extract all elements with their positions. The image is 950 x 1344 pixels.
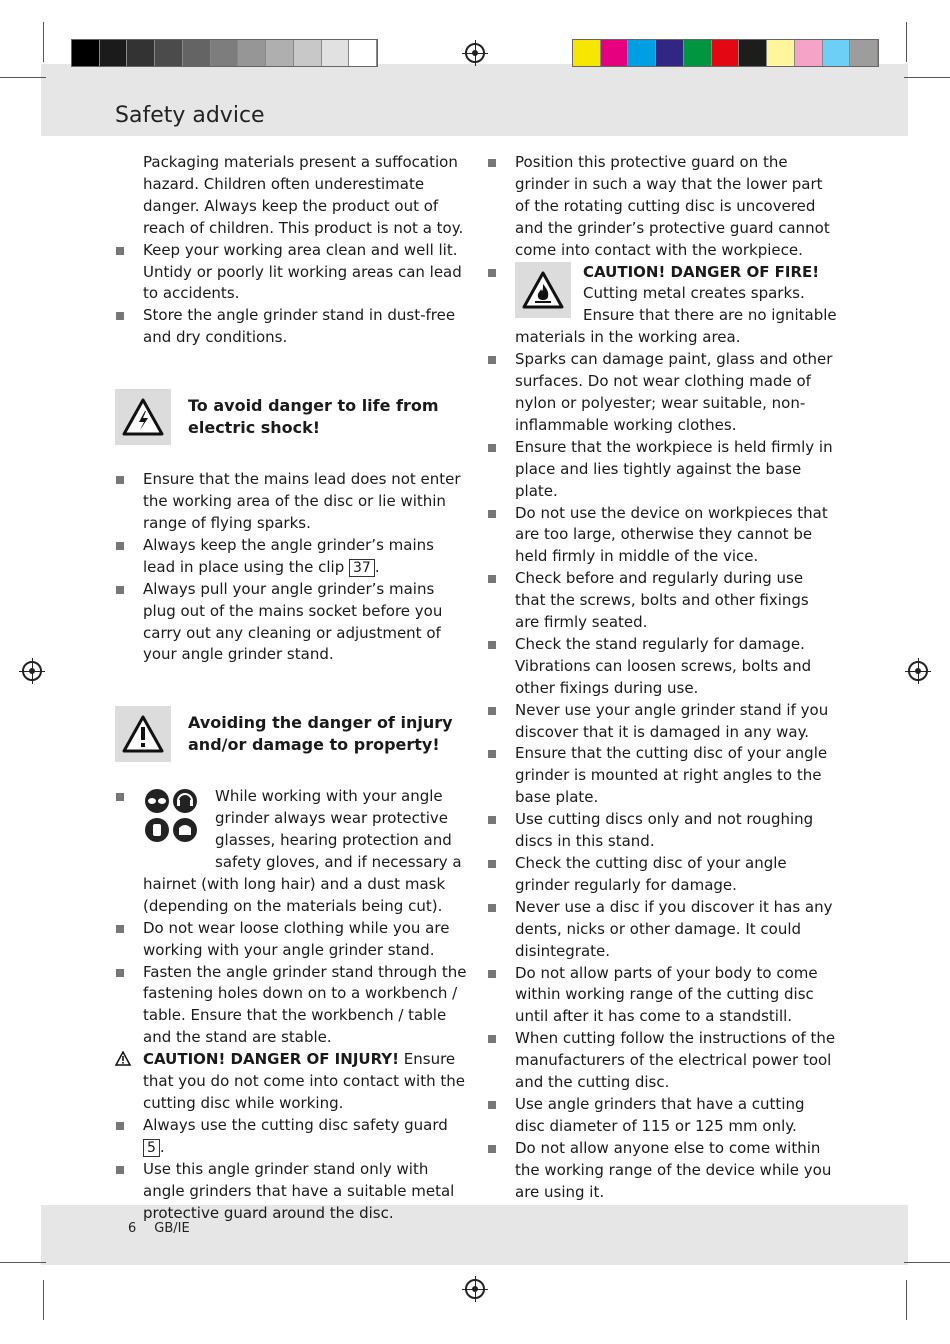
color-swatch: [795, 40, 823, 66]
bullet-icon: [488, 707, 496, 715]
ppe-text: While working with your angle grinder always wear protective glasses, hearing protection and safety gloves, and if necessary a hairnet (with long hair) and a dust mask (depending on the materials being cut).: [143, 787, 462, 915]
color-swatch: [850, 40, 878, 66]
bullet-icon: [488, 269, 496, 277]
protective-equipment-icon: [143, 788, 203, 851]
crop-mark: [43, 1280, 44, 1320]
injury-warning-box: [115, 706, 467, 762]
bullet-icon: [488, 575, 496, 583]
list-item: Do not allow parts of your body to come within working range of the cutting disc until after it has come to a standstill.: [487, 963, 837, 1029]
bullet-icon: [488, 510, 496, 518]
bullet-icon: [116, 1122, 124, 1130]
color-swatch: [349, 40, 377, 66]
color-swatch: [656, 40, 684, 66]
color-swatch: [767, 40, 795, 66]
list-item: Use this angle grinder stand only with angle grinders that have a suitable metal protective guard around the disc.: [115, 1159, 467, 1225]
injury-heading: Avoiding the danger of injury and/or damage to property!: [188, 713, 453, 755]
list-item: Always use the cutting disc safety guard 5 .: [115, 1115, 467, 1159]
crop-mark: [904, 77, 950, 78]
bullet-icon: [488, 1101, 496, 1109]
caution-injury-item: CAUTION! DANGER OF INJURY! Ensure that you do not come into contact with the cutting disc while working.: [115, 1049, 467, 1115]
color-swatch: [238, 40, 266, 66]
list-item: Use cutting discs only and not roughing discs in this stand.: [487, 809, 837, 853]
list-item: Always keep the angle grinder’s mains lead in place using the clip 37 .: [115, 535, 467, 579]
registration-mark-bottom: [465, 1279, 485, 1299]
list-item: Ensure that the cutting disc of your angle grinder is mounted at right angles to the base plate.: [487, 743, 837, 809]
color-swatch: [294, 40, 322, 66]
color-swatch: [72, 40, 100, 66]
crop-mark: [904, 1262, 950, 1263]
list-item: Check before and regularly during use that the screws, bolts and other fixings are firmly seated.: [487, 568, 837, 634]
color-swatch: [100, 40, 128, 66]
color-swatch: [601, 40, 629, 66]
bullet-icon: [488, 1145, 496, 1153]
bullet-icon: [488, 860, 496, 868]
list-item: Ensure that the mains lead does not enter the working area of the disc or lie within range of flying sparks.: [115, 469, 467, 535]
registration-mark-left: [22, 661, 42, 681]
list-item: [115, 786, 467, 917]
right-column: [487, 152, 837, 1204]
list-item: Check the stand regularly for damage. Vibrations can loosen screws, bolts and other fixings during use.: [487, 634, 837, 700]
list-item: Use angle grinders that have a cutting disc diameter of 115 or 125 mm only.: [487, 1094, 837, 1138]
page-title: Safety advice: [115, 103, 265, 128]
bullet-icon: [116, 969, 124, 977]
color-swatch: [211, 40, 239, 66]
crop-mark: [0, 77, 46, 78]
bullet-icon: [488, 159, 496, 167]
list-item: Never use a disc if you discover it has any dents, nicks or other damage. It could disintegrate.: [487, 897, 837, 963]
bullet-icon: [488, 444, 496, 452]
list-item: Do not allow anyone else to come within the working range of the device while you are using it.: [487, 1138, 837, 1204]
color-swatch: [127, 40, 155, 66]
locale-label: GB/IE: [154, 1221, 190, 1236]
bullet-icon: [488, 356, 496, 364]
bullet-icon: [488, 1035, 496, 1043]
list-item: Check the cutting disc of your angle grinder regularly for damage.: [487, 853, 837, 897]
bullet-icon: [488, 970, 496, 978]
list-item: Store the angle grinder stand in dust-free and dry conditions.: [115, 305, 467, 349]
color-swatch: [183, 40, 211, 66]
crop-mark: [43, 22, 44, 62]
crop-mark: [906, 22, 907, 62]
shock-warning-box: [115, 389, 467, 445]
crop-mark: [0, 1262, 46, 1263]
process-color-bar: [572, 39, 879, 67]
shock-heading: To avoid danger to life from electric shock!: [188, 396, 439, 438]
crop-mark: [906, 1280, 907, 1320]
registration-mark-top: [465, 43, 485, 63]
list-item: Do not use the device on workpieces that are too large, otherwise they cannot be held firmly in middle of the vice.: [487, 503, 837, 569]
grayscale-color-bar: [71, 39, 378, 67]
bullet-icon: [116, 247, 124, 255]
color-swatch: [628, 40, 656, 66]
list-item: Do not wear loose clothing while you are working with your angle grinder stand.: [115, 918, 467, 962]
part-reference: 37: [349, 559, 375, 577]
bullet-icon: [488, 750, 496, 758]
list-item: Sparks can damage paint, glass and other surfaces. Do not wear clothing made of nylon or polyester; wear suitable, non-inflammable working clothes.: [487, 349, 837, 437]
list-item: Ensure that the workpiece is held firmly in place and lies tightly against the base plate.: [487, 437, 837, 503]
list-item: Always pull your angle grinder’s mains plug out of the mains socket before you carry out any cleaning or adjustment of your angle grinder stand.: [115, 579, 467, 667]
color-swatch: [322, 40, 350, 66]
color-swatch: [155, 40, 183, 66]
list-item: Keep your working area clean and well lit. Untidy or poorly lit working areas can lead to accidents.: [115, 240, 467, 306]
intro-paragraph: Packaging materials present a suffocation hazard. Children often underestimate danger. Always keep the product out of reach of children. This product is not a toy.: [143, 153, 464, 237]
bullet-icon: [116, 542, 124, 550]
bullet-icon: [116, 1166, 124, 1174]
small-warning-icon: [115, 1051, 131, 1073]
page-footer: [128, 1221, 208, 1236]
color-swatch: [712, 40, 740, 66]
fire-warning-icon: [515, 262, 571, 318]
bullet-icon: [116, 925, 124, 933]
bullet-icon: [116, 312, 124, 320]
fire-caution-item: CAUTION! DANGER OF FIRE! Cutting metal creates sparks. Ensure that there are no ignitable materials in the working area.: [487, 262, 837, 350]
electric-shock-warning-icon: [115, 389, 171, 445]
part-reference: 5: [143, 1139, 160, 1157]
general-warning-icon: [115, 706, 171, 762]
bullet-icon: [488, 641, 496, 649]
bullet-icon: [488, 816, 496, 824]
color-swatch: [266, 40, 294, 66]
list-item: Fasten the angle grinder stand through the fastening holes down on to a workbench / table. Ensure that the workbench / table and the stand are stable.: [115, 962, 467, 1050]
registration-mark-right: [908, 661, 928, 681]
left-column: [115, 152, 467, 1224]
color-swatch: [573, 40, 601, 66]
list-item: Position this protective guard on the grinder in such a way that the lower part of the rotating cutting disc is uncovered and the grinder’s protective guard cannot come into contact with the workpiece.: [487, 152, 837, 262]
bullet-icon: [116, 793, 124, 801]
page-number: 6: [128, 1221, 137, 1236]
color-swatch: [684, 40, 712, 66]
list-item: Never use your angle grinder stand if you discover that it is damaged in any way.: [487, 700, 837, 744]
bullet-icon: [116, 586, 124, 594]
list-item: When cutting follow the instructions of the manufacturers of the electrical power tool and the cutting disc.: [487, 1028, 837, 1094]
bullet-icon: [488, 904, 496, 912]
color-swatch: [739, 40, 767, 66]
color-swatch: [823, 40, 851, 66]
bullet-icon: [116, 476, 124, 484]
